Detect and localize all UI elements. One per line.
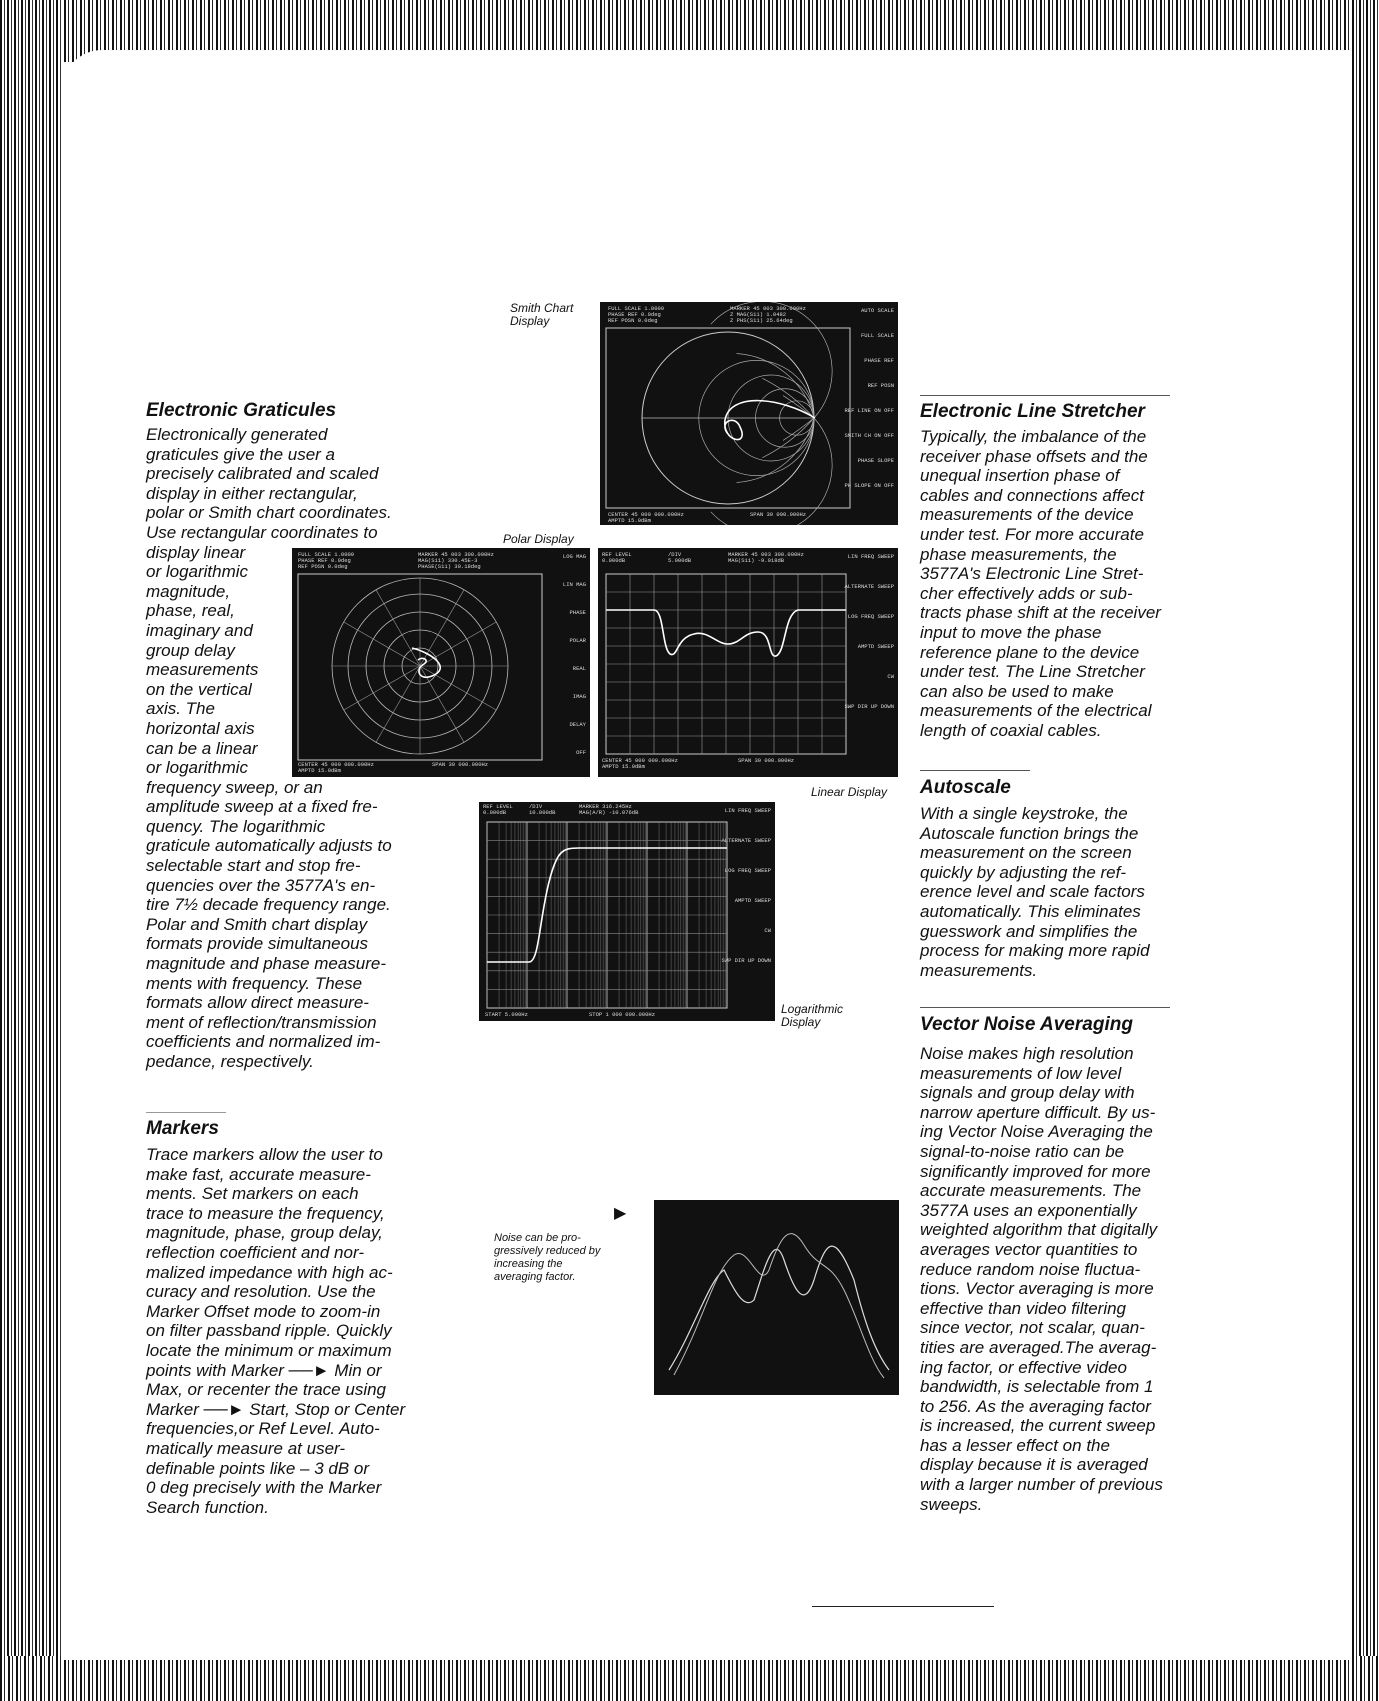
polar-display-svg (292, 548, 590, 777)
section-rule (920, 395, 1170, 396)
screen-annotation: 10.000dB (529, 809, 556, 816)
screen-annotation: AMPTD 15.0dBm (298, 767, 341, 774)
screen-annotation: REF POSN 0.0deg (608, 317, 658, 324)
polar-spoke (344, 622, 420, 666)
polar-spoke (420, 590, 464, 666)
screen-annotation: LIN FREQ SWEEP (724, 807, 771, 814)
smith-caption: Smith Chart Display (510, 301, 574, 328)
graticules-line: group delay (146, 640, 235, 660)
screen-annotation: ALTERNATE SWEEP (721, 837, 771, 844)
graticules-line: measurements (146, 660, 259, 680)
screen-annotation: CENTER 45 000 000.000Hz (608, 511, 684, 518)
screen-annotation: SPAN 30 000.000Hz (738, 757, 795, 764)
screen-annotation: FULL SCALE 1.0000 (608, 305, 665, 312)
graticules-line: or logarithmic (146, 562, 249, 582)
screen-annotation: CENTER 45 000 000.000Hz (602, 757, 678, 764)
graticules-line: graticules give the user a (146, 444, 335, 464)
screen-annotation: MARKER 45 003 300.000Hz (418, 551, 494, 558)
graticules-line: axis. The (146, 699, 215, 719)
screen-annotation: LIN MAG (562, 581, 586, 588)
section-rule (920, 1007, 1170, 1008)
smith-chart-screen (600, 302, 898, 525)
screen-annotation: /DIV (668, 551, 682, 558)
screen-annotation: 5.000dB (668, 557, 692, 564)
screen-annotation: STOP 1 000 000.000Hz (589, 1011, 656, 1018)
screen-annotation: MAG(S11) -9.018dB (728, 557, 785, 564)
screen-annotation: SPAN 30 000.000Hz (750, 511, 807, 518)
graticules-heading: Electronic Graticules (146, 400, 337, 421)
noise-averaging-svg (654, 1200, 899, 1395)
smith-trace (725, 401, 815, 440)
screen-annotation: IMAG (572, 693, 586, 700)
polar-spoke (376, 666, 420, 742)
screen-annotation: AMPTD 15.0dBm (608, 517, 651, 524)
graticules-line: formats provide simultaneous (146, 934, 369, 954)
screen-annotation: REF LINE ON OFF (844, 407, 894, 414)
graticules-line: can be a linear (146, 738, 258, 758)
screen-annotation: Z PHS(S11) 25.64deg (730, 317, 793, 324)
scan-border-bottom (0, 1656, 1379, 1701)
noise-trace-raw (674, 1234, 884, 1378)
graticules-line: horizontal axis (146, 718, 255, 738)
polar-display-screen (292, 548, 590, 777)
screen-annotation: REF LEVEL (602, 551, 632, 558)
screen-annotation: REF POSN (867, 382, 894, 389)
graticules-line: ments with frequency. These (146, 973, 363, 993)
noise-caption: Noise can be pro- gressively reduced by increasing the averaging factor. (494, 1232, 601, 1283)
screen-annotation: 0.000dB (483, 809, 507, 816)
graticules-line: graticule automatically adjusts to (146, 836, 392, 856)
screen-annotation: FULL SCALE 1.0000 (298, 551, 355, 558)
screen-annotation: MARKER 45 003 300.000Hz (730, 305, 806, 312)
graticules-line: magnitude, (146, 581, 231, 601)
screen-annotation: PHASE REF 0.0deg (298, 557, 351, 564)
screen-annotation: REAL (572, 665, 586, 672)
linear-display-screen (598, 548, 898, 777)
screen-annotation: PHASE REF (864, 357, 894, 364)
screen-annotation: LOG MAG (562, 553, 586, 560)
vector-noise-heading: Vector Noise Averaging (920, 1014, 1133, 1035)
screen-annotation: AMPTD SWEEP (734, 897, 771, 904)
vector-noise-body: Noise makes high resolution measurements of low level signals and group delay with narrow aperture difficult. By us- ing Vector Noise Averaging the signal-to-noise ratio can be significantly improved for more accurate measurements. The 3577A uses an exponentially weighted algorithm that digitally averages vector quantities to reduce random noise fluctua- tions. Vector averaging is more effective than video filtering since vector, not scalar, quan- tities are averaged.The averag- ing factor, or effective video bandwidth, is selectable from 1 to 256. As the averaging factor is increased, the current sweep has a lesser effect on the display because it is averaged with a larger number of previous sweeps. (920, 1044, 1163, 1514)
graticules-line: frequency sweep, or an (146, 777, 323, 797)
screen-annotation: PHASE REF 0.0deg (608, 311, 661, 318)
screen-annotation: DELAY (569, 721, 586, 728)
screen-annotation: PHASE SLOPE (857, 457, 894, 464)
screen-annotation: MARKER 316.245Hz (579, 803, 632, 810)
screen-annotation: LOG FREQ SWEEP (724, 867, 771, 874)
screen-annotation: PHASE (569, 609, 586, 616)
screen-annotation: CENTER 45 000 000.000Hz (298, 761, 374, 768)
graticules-line: quency. The logarithmic (146, 816, 326, 836)
graticules-line: coefficients and normalized im- (146, 1032, 381, 1052)
screen-annotation: REF LEVEL (483, 803, 513, 810)
screen-annotation: POLAR (569, 637, 586, 644)
polar-spoke (344, 666, 420, 710)
graticules-line: pedance, respectively. (146, 1052, 314, 1071)
polar-spoke (376, 590, 420, 666)
screen-annotation: LOG FREQ SWEEP (847, 613, 894, 620)
screen-annotation: MAG(S11) 330.45E-3 (418, 557, 478, 564)
linear-caption: Linear Display (811, 785, 888, 799)
graticules-line: Electronically generated (146, 425, 328, 444)
graticules-line: formats allow direct measure- (146, 993, 369, 1013)
screen-annotation: MAG(A/R) -10.076dB (579, 809, 639, 816)
graticules-line: phase, real, (146, 601, 235, 621)
graticules-line: imaginary and (146, 620, 253, 640)
markers-body: Trace markers allow the user to make fast, accurate measure- ments. Set markers on each trace to measure the frequency, magnitude, phase, group delay, reflection coefficient and nor- malized impedance with high ac- curacy and resolution. Use the Marker Offset mode to zoom-in on filter passband ripple. Quickly locate the minimum or maximum points with Marker ──► Min or Max, or recenter the trace using Marker ──► Start, Stop or Center frequencies,or Ref Level. Auto- matically measure at user- definable points like – 3 dB or 0 deg precisely with the Marker Search function. (146, 1145, 406, 1517)
graticules-line: selectable start and stop fre- (146, 856, 361, 876)
polar-spoke (420, 666, 496, 710)
graticules-line: quencies over the 3577A's en- (146, 875, 376, 895)
screen-annotation: CW (887, 673, 894, 680)
graticules-line: amplitude sweep at a fixed fre- (146, 797, 378, 817)
screen-annotation: /DIV (529, 803, 543, 810)
footer-rule (812, 1606, 994, 1607)
screen-annotation: PHASE(S11) 30.18deg (418, 563, 481, 570)
noise-trace-averaged (669, 1246, 889, 1370)
graticules-line: Use rectangular coordinates to (146, 522, 378, 542)
noise-averaging-screen (654, 1200, 899, 1395)
graticules-line: on the vertical (146, 679, 252, 699)
graticules-line: tire 7½ decade frequency range. (146, 895, 391, 915)
screen-annotation: SWP DIR UP DOWN (844, 703, 894, 710)
smith-chart-svg (600, 302, 898, 525)
scan-border-left (0, 0, 62, 1701)
autoscale-body: With a single keystroke, the Autoscale function brings the measurement on the screen quickly by adjusting the ref- erence level and scale factors automatically. This eliminates guesswork and simplifies the process for making more rapid measurements. (920, 804, 1150, 980)
screen-annotation: START 5.000Hz (485, 1011, 528, 1018)
graticules-line: display linear (146, 542, 246, 562)
screen-annotation: OFF (576, 749, 586, 756)
screen-annotation: SPAN 30 000.000Hz (432, 761, 489, 768)
graticules-line: display in either rectangular, (146, 483, 358, 503)
linear-display-svg (598, 548, 898, 777)
screen-annotation: SWP DIR UP DOWN (721, 957, 771, 964)
polar-spoke (420, 622, 496, 666)
pointer-arrow-icon: ▶ (614, 1205, 627, 1222)
screen-annotation: Z MAG(S11) 1.0482 (730, 311, 787, 318)
logarithmic-caption: Logarithmic Display (781, 1002, 844, 1029)
screen-annotation: LIN FREQ SWEEP (847, 553, 894, 560)
scan-border-right (1352, 0, 1379, 1701)
graticules-line: or logarithmic (146, 758, 249, 778)
graticules-line: Polar and Smith chart display (146, 914, 368, 934)
line-stretcher-body: Typically, the imbalance of the receiver phase offsets and the unequal insertion phase of cables and connections affect measurements of the device under test. For more accurate phase measurements, the 3577A's Electronic Line Stret- cher effectively adds or sub- tracts phase shift at the receiver input to move the phase reference plane to the device under test. The Line Stretcher can also be used to make measurements of the electrical length of coaxial cables. (920, 427, 1161, 740)
screen-annotation: REF POSN 0.0deg (298, 563, 348, 570)
logarithmic-display-screen (479, 802, 775, 1021)
screen-annotation: AMPTD 15.0dBm (602, 763, 645, 770)
screen-annotation: 0.000dB (602, 557, 626, 564)
markers-heading: Markers (146, 1118, 219, 1139)
graticules-line: ment of reflection/transmission (146, 1012, 377, 1032)
section-rule (920, 770, 1030, 771)
polar-caption: Polar Display (503, 532, 574, 546)
line-stretcher-heading: Electronic Line Stretcher (920, 401, 1145, 422)
screen-annotation: CW (764, 927, 771, 934)
graticules-line: polar or Smith chart coordinates. (146, 503, 392, 523)
section-rule (146, 1112, 226, 1113)
screen-annotation: FULL SCALE (860, 332, 894, 339)
graticules-line: precisely calibrated and scaled (146, 464, 379, 484)
logarithmic-display-svg (479, 802, 775, 1021)
screen-annotation: SMITH CH ON OFF (844, 432, 894, 439)
screen-annotation: ALTERNATE SWEEP (844, 583, 894, 590)
autoscale-heading: Autoscale (920, 777, 1011, 798)
screen-annotation: PH SLOPE ON OFF (844, 482, 894, 489)
screen-annotation: AUTO SCALE (860, 307, 894, 314)
screen-annotation: AMPTD SWEEP (857, 643, 894, 650)
screen-annotation: MARKER 45 003 300.000Hz (728, 551, 804, 558)
graticules-line: magnitude and phase measure- (146, 954, 387, 974)
